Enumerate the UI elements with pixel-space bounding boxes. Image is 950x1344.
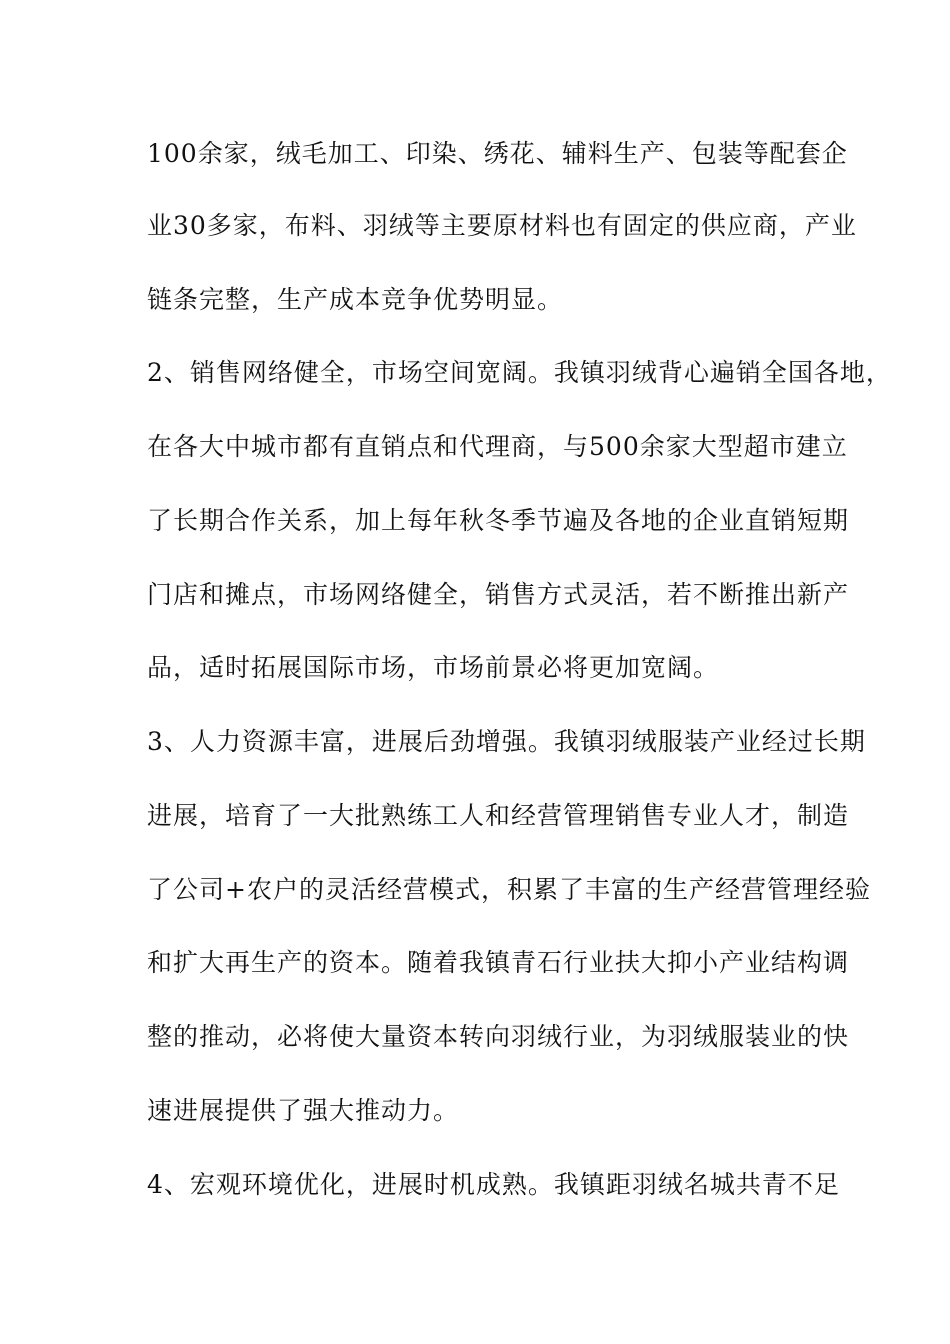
text-line-11: 了公司+农户的灵活经营模式，积累了丰富的生产经营管理经验 xyxy=(147,875,871,904)
text-line-7: 门店和摊点，市场网络健全，销售方式灵活，若不断推出新产 xyxy=(147,580,850,609)
text-line-8: 品，适时拓展国际市场，市场前景必将更加宽阔。 xyxy=(147,653,720,682)
text-line-4: 2、销售网络健全，市场空间宽阔。我镇羽绒背心遍销全国各地， xyxy=(147,358,892,387)
text-line-10: 进展，培育了一大批熟练工人和经营管理销售专业人才，制造 xyxy=(147,801,850,830)
text-line-12: 和扩大再生产的资本。随着我镇青石行业扶大抑小产业结构调 xyxy=(147,948,850,977)
text-line-9: 3、人力资源丰富，进展后劲增强。我镇羽绒服装产业经过长期 xyxy=(147,727,866,756)
text-line-3: 链条完整，生产成本竞争优势明显。 xyxy=(147,285,564,314)
text-line-1: 100余家，绒毛加工、印染、绣花、辅料生产、包装等配套企 xyxy=(147,139,848,168)
text-line-6: 了长期合作关系，加上每年秋冬季节遍及各地的企业直销短期 xyxy=(147,506,850,535)
text-line-14: 速进展提供了强大推动力。 xyxy=(147,1096,460,1125)
text-line-2: 业30多家，布料、羽绒等主要原材料也有固定的供应商，产业 xyxy=(147,211,857,240)
text-line-15: 4、宏观环境优化，进展时机成熟。我镇距羽绒名城共青不足 xyxy=(147,1170,840,1199)
text-line-5: 在各大中城市都有直销点和代理商，与500余家大型超市建立 xyxy=(147,432,848,461)
text-line-13: 整的推动，必将使大量资本转向羽绒行业，为羽绒服装业的快 xyxy=(147,1022,850,1051)
